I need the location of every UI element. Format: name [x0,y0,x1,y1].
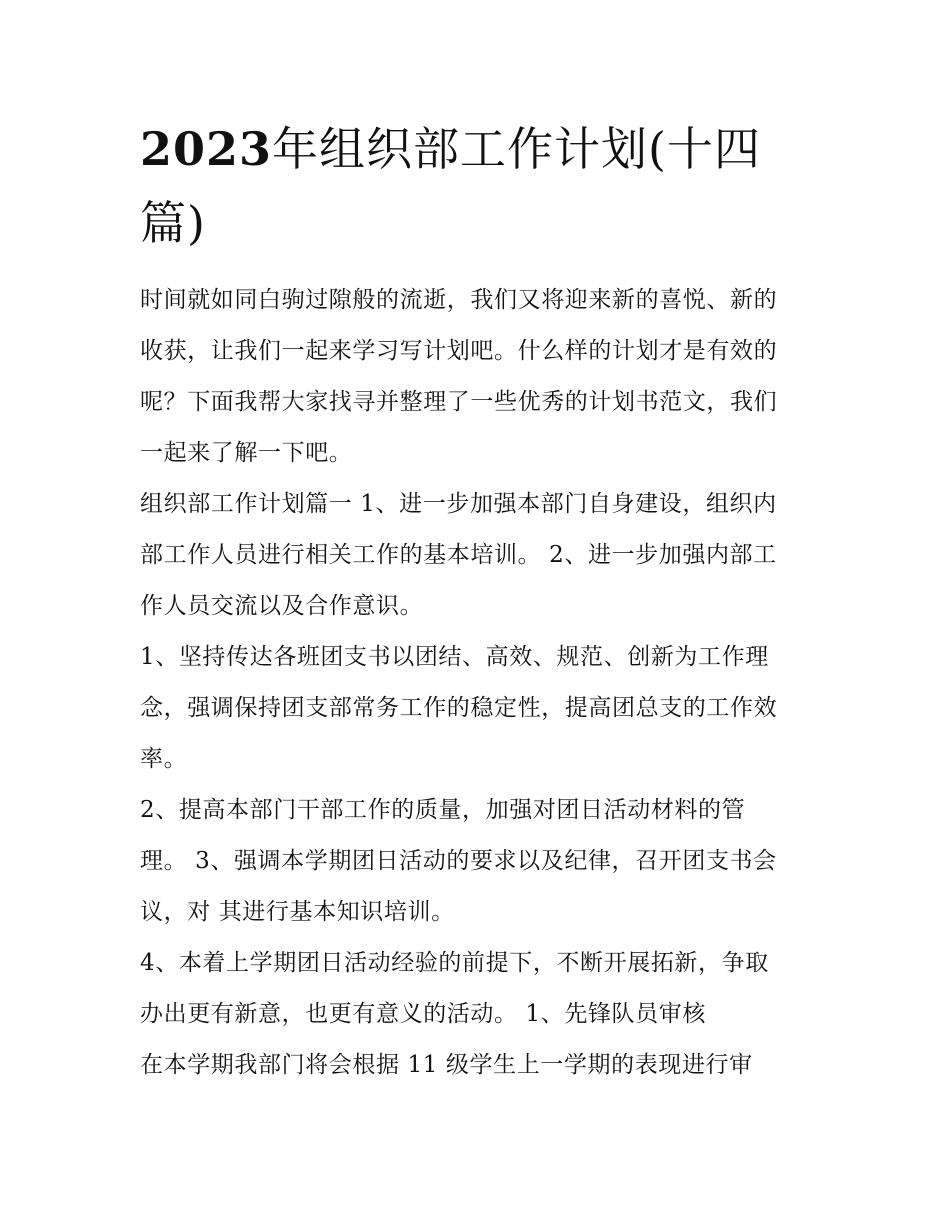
body-line: 在本学期我部门将会根据 11 级学生上一学期的表现进行审 [140,1052,753,1078]
body-line: 念，强调保持团支部常务工作的稳定性，提高团总支的工作效 [140,695,778,721]
title-line-1-rest: 年组织部工作计划(十四 [272,122,761,176]
body-line: 部工作人员进行相关工作的基本培训。 2、进一步加强内部工 [140,542,777,568]
body-line: 组织部工作计划篇一 1、进一步加强本部门自身建设，组织内 [140,491,777,517]
body-line: 一起来了解一下吧。 [140,440,353,466]
body-line: 办出更有新意，也更有意义的活动。 1、先锋队员审核 [140,1001,706,1027]
body-line: 率。 [140,746,188,772]
body-line: 时间就如同白驹过隙般的流逝，我们又将迎来新的喜悦、新的 [140,287,778,313]
body-line: 理。 3、强调本学期团日活动的要求以及纪律，召开团支书会 [140,848,777,874]
body-line: 2、提高本部门干部工作的质量，加强对团日活动材料的管 [140,797,746,823]
body-line: 呢？下面我帮大家找寻并整理了一些优秀的计划书范文，我们 [140,389,778,415]
document-title [140,112,820,260]
body-line: 作人员交流以及合作意识。 [140,593,424,619]
body-line: 议，对 其进行基本知识培训。 [140,899,455,925]
body-line: 1、坚持传达各班团支书以团结、高效、规范、创新为工作理 [140,644,769,670]
body-line: 收获，让我们一起来学习写计划吧。什么样的计划才是有效的 [140,338,778,364]
title-line-2: 篇) [140,196,206,250]
body-line: 4、本着上学期团日活动经验的前提下，不断开展拓新，争取 [140,950,769,976]
title-year: 2023 [140,122,273,176]
